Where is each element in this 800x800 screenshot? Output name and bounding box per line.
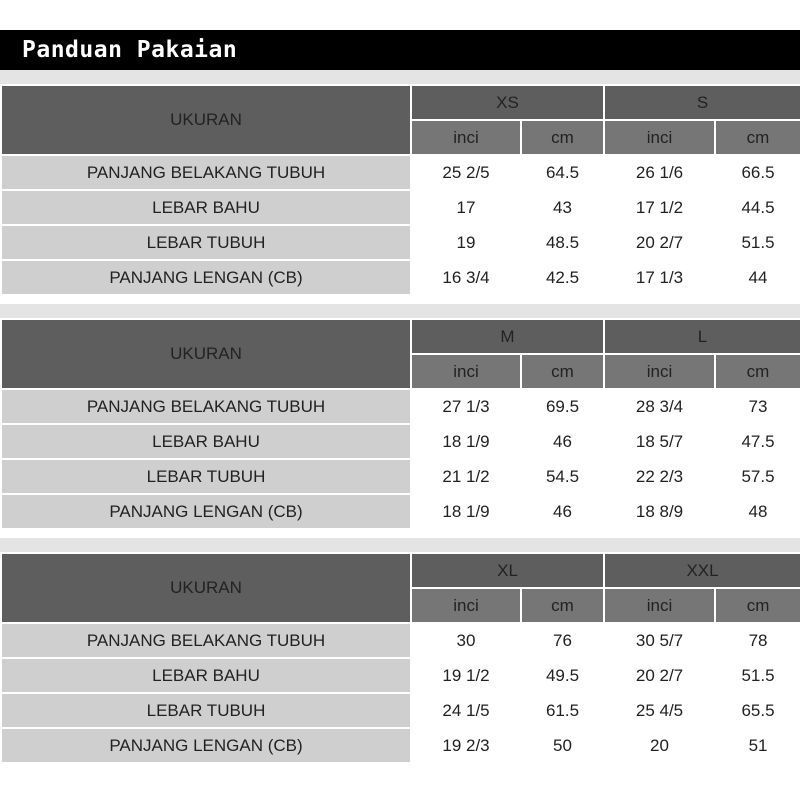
measurement-value: 50 <box>521 728 604 763</box>
measurement-value: 47.5 <box>715 424 800 459</box>
measurement-value: 18 8/9 <box>604 494 715 529</box>
measurement-label: PANJANG BELAKANG TUBUH <box>1 623 411 658</box>
measurement-value: 18 1/9 <box>411 424 521 459</box>
unit-header: cm <box>715 120 800 155</box>
table-row <box>1 658 800 693</box>
size-header: S <box>604 85 800 120</box>
measurement-value: 18 1/9 <box>411 494 521 529</box>
table-row <box>1 225 800 260</box>
header-label: UKURAN <box>1 85 411 155</box>
measurement-value: 18 5/7 <box>604 424 715 459</box>
unit-header: cm <box>521 588 604 623</box>
measurement-value: 42.5 <box>521 260 604 295</box>
measurement-value: 20 2/7 <box>604 225 715 260</box>
size-table <box>0 552 800 764</box>
measurement-value: 73 <box>715 389 800 424</box>
size-header: XL <box>411 553 604 588</box>
size-header: M <box>411 319 604 354</box>
measurement-label: LEBAR BAHU <box>1 424 411 459</box>
unit-header: inci <box>604 354 715 389</box>
unit-header: inci <box>411 588 521 623</box>
measurement-value: 43 <box>521 190 604 225</box>
section-divider <box>0 304 800 318</box>
measurement-value: 17 1/2 <box>604 190 715 225</box>
measurement-value: 61.5 <box>521 693 604 728</box>
measurement-value: 26 1/6 <box>604 155 715 190</box>
measurement-value: 24 1/5 <box>411 693 521 728</box>
measurement-value: 66.5 <box>715 155 800 190</box>
unit-header: cm <box>521 354 604 389</box>
measurement-value: 19 2/3 <box>411 728 521 763</box>
measurement-label: PANJANG LENGAN (CB) <box>1 728 411 763</box>
measurement-value: 44.5 <box>715 190 800 225</box>
table-row <box>1 459 800 494</box>
section-divider <box>0 70 800 84</box>
measurement-value: 48.5 <box>521 225 604 260</box>
unit-header: cm <box>521 120 604 155</box>
unit-header: inci <box>411 120 521 155</box>
size-header: XS <box>411 85 604 120</box>
measurement-value: 78 <box>715 623 800 658</box>
measurement-value: 69.5 <box>521 389 604 424</box>
measurement-value: 44 <box>715 260 800 295</box>
measurement-label: PANJANG LENGAN (CB) <box>1 494 411 529</box>
page-title: Panduan Pakaian <box>22 37 238 63</box>
unit-header: cm <box>715 354 800 389</box>
table-row <box>1 693 800 728</box>
measurement-label: PANJANG BELAKANG TUBUH <box>1 389 411 424</box>
measurement-label: LEBAR TUBUH <box>1 225 411 260</box>
measurement-value: 76 <box>521 623 604 658</box>
size-header: L <box>604 319 800 354</box>
table-row <box>1 494 800 529</box>
table-row <box>1 155 800 190</box>
measurement-value: 22 2/3 <box>604 459 715 494</box>
measurement-label: LEBAR TUBUH <box>1 459 411 494</box>
table-row <box>1 389 800 424</box>
header-label: UKURAN <box>1 553 411 623</box>
table-row <box>1 424 800 459</box>
measurement-label: PANJANG BELAKANG TUBUH <box>1 155 411 190</box>
measurement-value: 46 <box>521 494 604 529</box>
measurement-label: LEBAR TUBUH <box>1 693 411 728</box>
measurement-value: 54.5 <box>521 459 604 494</box>
measurement-value: 49.5 <box>521 658 604 693</box>
unit-header: cm <box>715 588 800 623</box>
unit-header: inci <box>604 588 715 623</box>
measurement-value: 19 <box>411 225 521 260</box>
measurement-value: 16 3/4 <box>411 260 521 295</box>
size-table <box>0 318 800 530</box>
size-table <box>0 84 800 296</box>
measurement-value: 20 2/7 <box>604 658 715 693</box>
title-bar <box>0 30 800 70</box>
measurement-value: 17 <box>411 190 521 225</box>
measurement-value: 19 1/2 <box>411 658 521 693</box>
measurement-value: 28 3/4 <box>604 389 715 424</box>
measurement-value: 21 1/2 <box>411 459 521 494</box>
measurement-value: 30 <box>411 623 521 658</box>
measurement-value: 51.5 <box>715 225 800 260</box>
measurement-label: LEBAR BAHU <box>1 658 411 693</box>
measurement-value: 65.5 <box>715 693 800 728</box>
size-header: XXL <box>604 553 800 588</box>
header-label: UKURAN <box>1 319 411 389</box>
measurement-value: 64.5 <box>521 155 604 190</box>
measurement-value: 17 1/3 <box>604 260 715 295</box>
section-divider <box>0 538 800 552</box>
unit-header: inci <box>604 120 715 155</box>
measurement-value: 46 <box>521 424 604 459</box>
measurement-value: 51 <box>715 728 800 763</box>
measurement-value: 30 5/7 <box>604 623 715 658</box>
measurement-value: 48 <box>715 494 800 529</box>
measurement-value: 27 1/3 <box>411 389 521 424</box>
table-row <box>1 728 800 763</box>
measurement-value: 25 4/5 <box>604 693 715 728</box>
table-row <box>1 623 800 658</box>
measurement-value: 25 2/5 <box>411 155 521 190</box>
table-row <box>1 190 800 225</box>
measurement-value: 51.5 <box>715 658 800 693</box>
measurement-label: PANJANG LENGAN (CB) <box>1 260 411 295</box>
measurement-value: 20 <box>604 728 715 763</box>
unit-header: inci <box>411 354 521 389</box>
measurement-label: LEBAR BAHU <box>1 190 411 225</box>
table-row <box>1 260 800 295</box>
measurement-value: 57.5 <box>715 459 800 494</box>
